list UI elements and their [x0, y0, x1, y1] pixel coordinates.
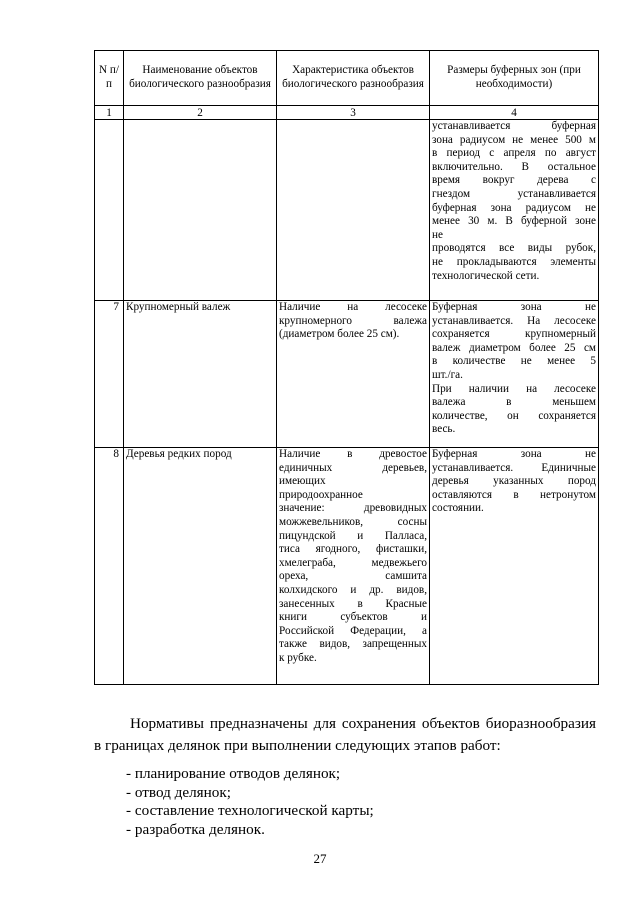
list-item: - составление технологической карты;: [126, 802, 374, 819]
column-number: 3: [277, 106, 430, 120]
header-characteristic: Характеристика объектов биологического разнообразия: [277, 51, 430, 106]
page-number: 27: [313, 851, 327, 866]
stages-list: [126, 765, 374, 839]
row-number: 8: [95, 448, 124, 685]
body-paragraph: Нормативы предназначены для сохранения объектов биоразнообразия в границах делянок при выполнении следующих этапов работ:: [94, 715, 596, 754]
list-item: - разработка делянок.: [126, 820, 265, 838]
continuation-buffer-text: устанавливается буферная зона радиусом не менее 500 м в период с апреля по август включительно. В остальное время вокруг дерева с гнездом устанавливается буферная зона радиусом не менее 30 м. В буферной зоне не проводятся все виды рубок, не прокладываются элементы технологической сети.: [430, 120, 599, 301]
object-name: Крупномерный валеж: [124, 301, 277, 448]
table-row-continuation: [95, 120, 599, 301]
table-row: [95, 448, 599, 685]
header-num: N п/п: [95, 51, 124, 106]
object-characteristic: Наличие на лесосеке крупномерного валежа (диаметром более 25 см).: [277, 301, 430, 448]
row-number: 7: [95, 301, 124, 448]
object-name: Деревья редких пород: [124, 448, 277, 685]
column-number: 2: [124, 106, 277, 120]
header-name: Наименование объектов биологического разнообразия: [124, 51, 277, 106]
table-row: [95, 301, 599, 448]
list-item: - отвод делянок;: [126, 783, 231, 801]
header-buffer: Размеры буферных зон (при необходимости): [430, 51, 599, 106]
buffer-zone-text: Буферная зона не устанавливается. Единичные деревья указанных пород оставляются в нетронутом состоянии.: [430, 448, 599, 685]
column-number: 1: [95, 106, 124, 120]
column-number-row: [95, 106, 599, 120]
list-item: - планирование отводов делянок;: [126, 765, 341, 782]
object-characteristic: Наличие в древостое единичных деревьев, имеющих природоохранное значение: древовидных можжевельников, сосны пицундской и Палласа, тиса ягодного, фисташки, хмелеграба, медвежьего ореха, самшита колхидского и др. видов, занесенных в Красные книги субъектов и Российской Федерации, а также видов, запрещенных к рубке.: [277, 448, 430, 685]
buffer-zone-text: Буферная зона не устанавливается. На лесосеке сохраняется крупномерный валеж диаметром более 25 см в количестве не менее 5 шт./га. При наличии на лесосеке валежа в меньшем количестве, он сохраняется весь.: [430, 301, 599, 448]
biodiversity-table: [94, 50, 599, 685]
column-number: 4: [430, 106, 599, 120]
table-header-row: [95, 51, 599, 106]
